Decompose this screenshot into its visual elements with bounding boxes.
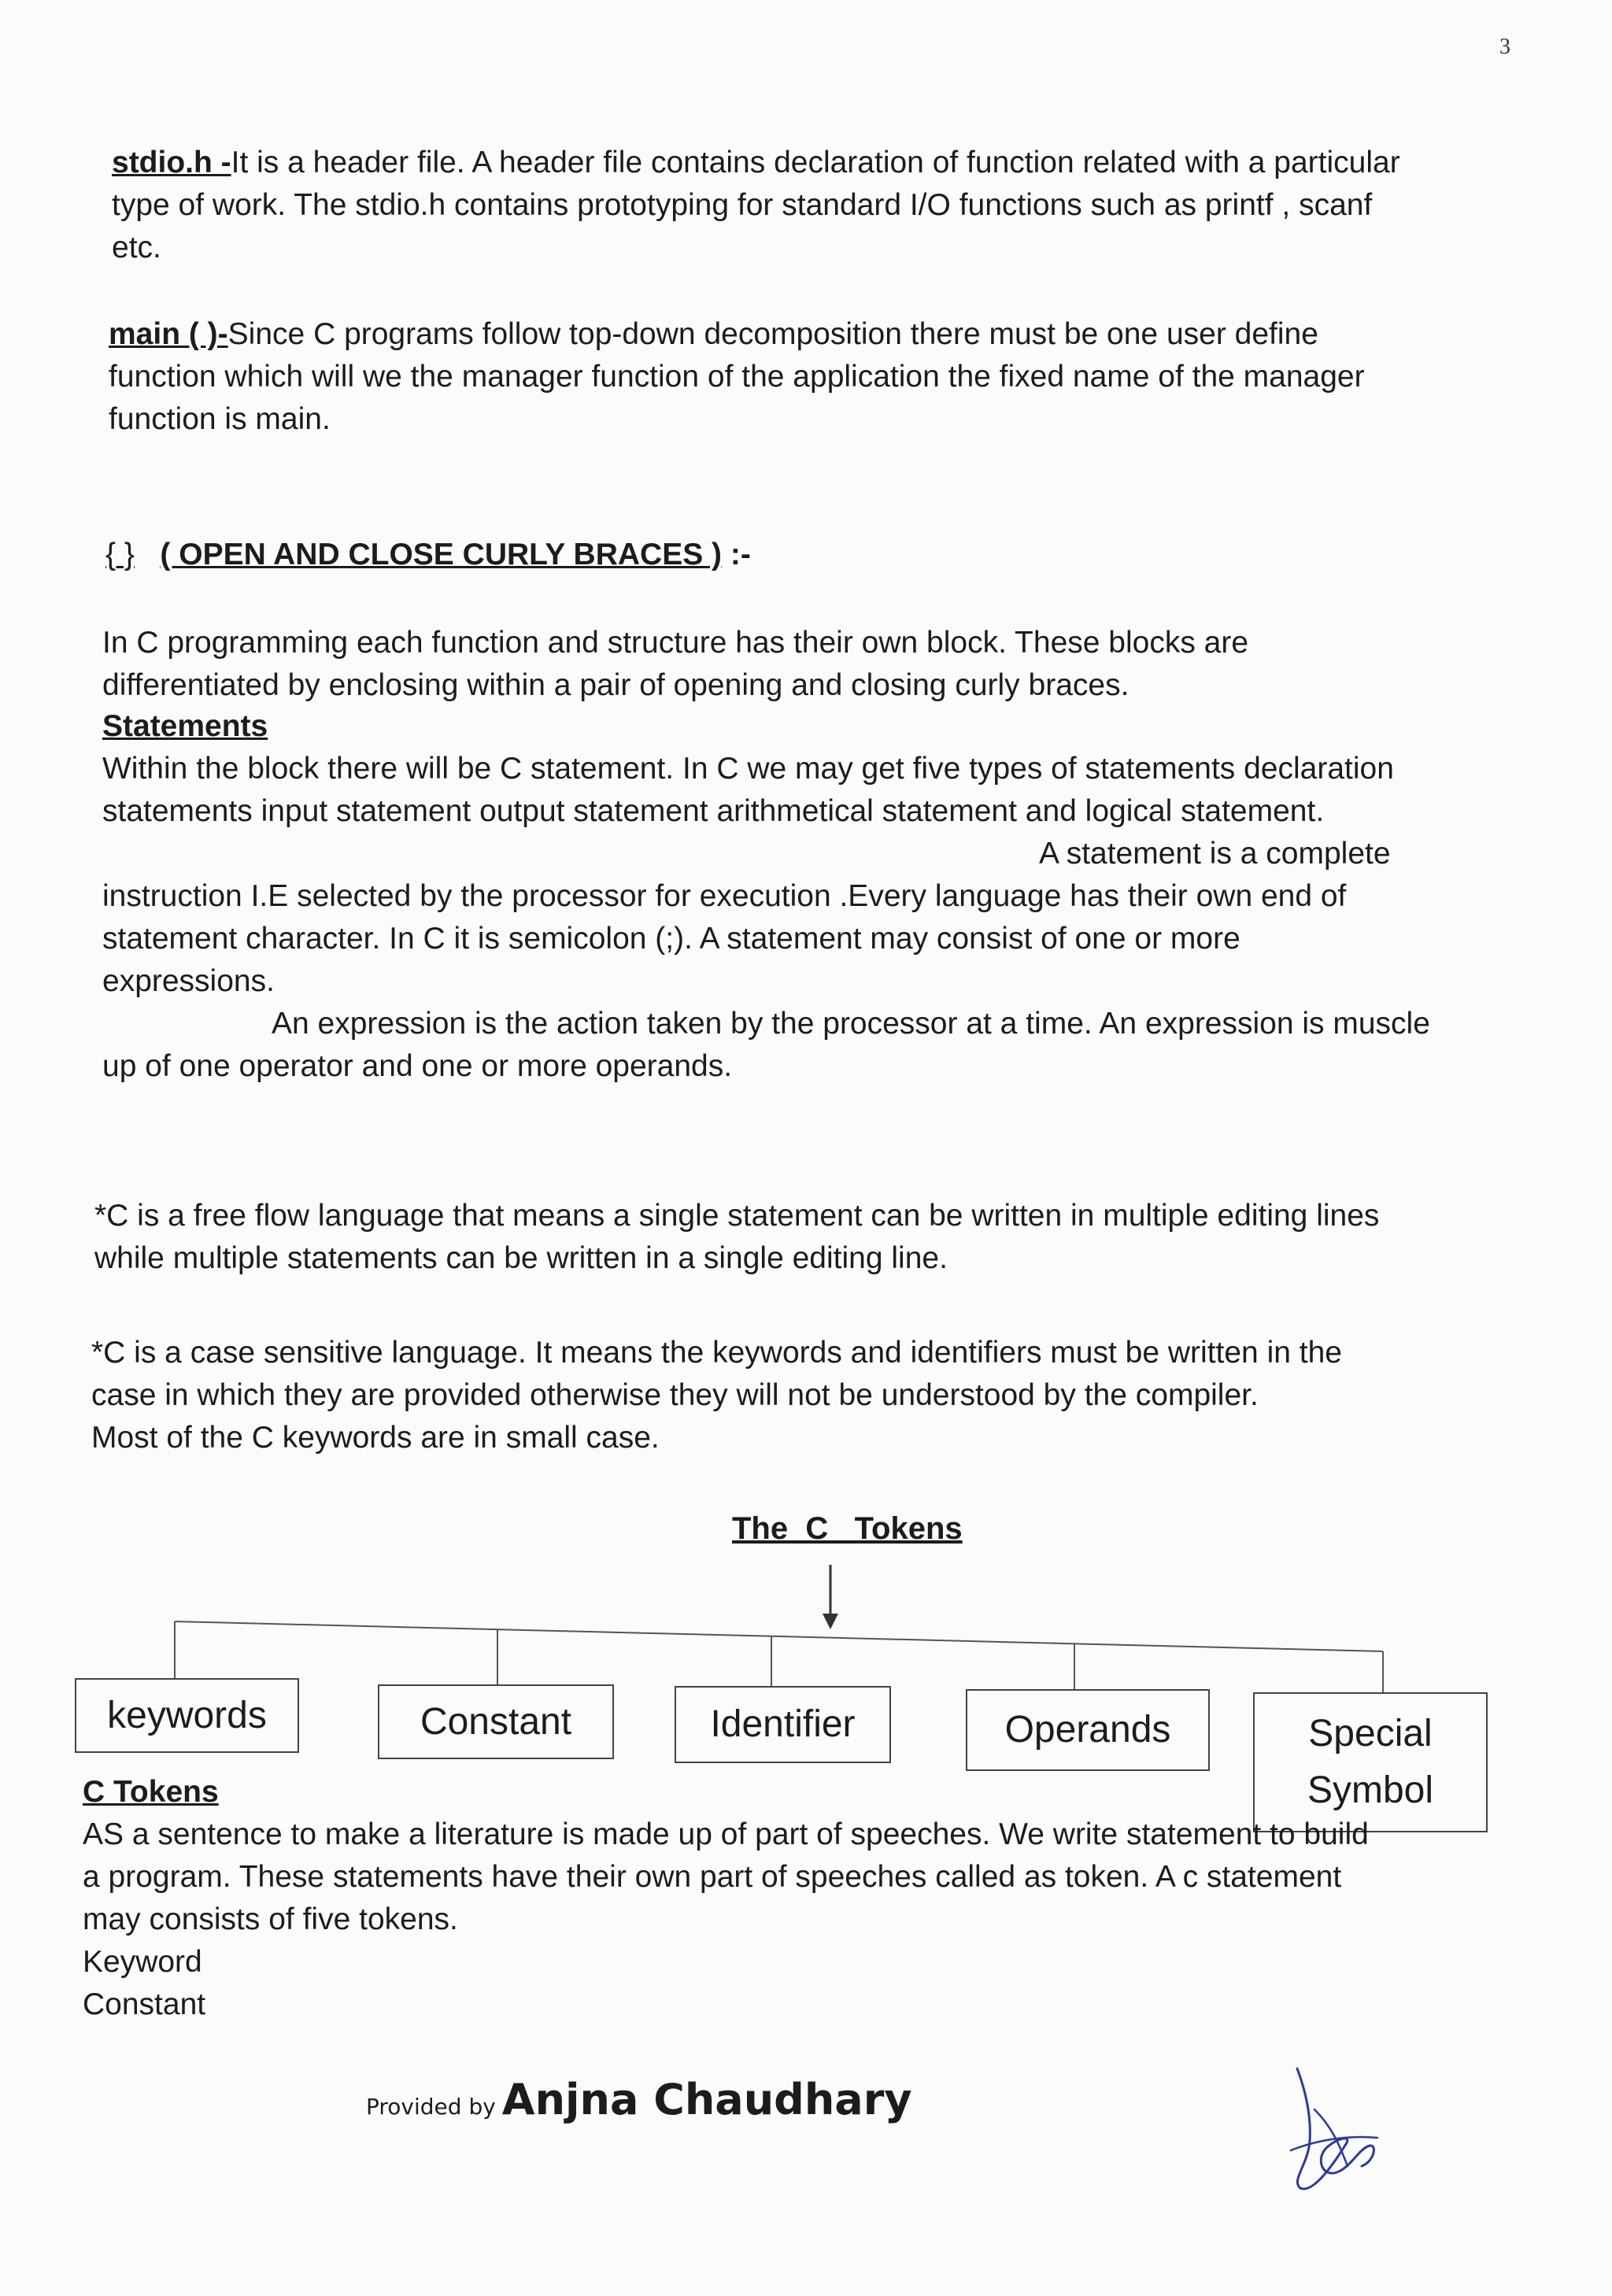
provided-by-footer <box>366 2075 912 2124</box>
braces-heading-suffix: :- <box>722 538 751 571</box>
c-tokens-line-3: may consists of five tokens. <box>83 1902 458 1936</box>
case-sensitive-line-1: *C is a case sensitive language. It means the keywords and identifiers must be written in the <box>91 1336 1342 1370</box>
statements-line-5: statement character. In C it is semicolon (;). A statement may consist of one or more <box>102 922 1240 956</box>
statements-line-3: A statement is a complete <box>1039 837 1391 871</box>
braces-paragraph <box>102 622 1248 707</box>
token-box-keywords <box>75 1678 299 1753</box>
c-tokens-line-5: Constant <box>83 1987 206 2021</box>
c-tokens-section <box>83 1771 1369 2026</box>
token-label-special-symbol: Special Symbol <box>1307 1713 1434 1811</box>
stdio-line-2: type of work. The stdio.h contains prototyping for standard I/O functions such as printf , scanf <box>112 188 1373 222</box>
tokens-diagram-title: The C Tokens <box>732 1511 963 1546</box>
main-line-1: Since C programs follow top-down decomposition there must be one user define <box>227 317 1318 351</box>
braces-symbol: { } <box>105 538 135 571</box>
provided-by-label: Provided by <box>366 2094 496 2120</box>
token-label-operands: Operands <box>1004 1709 1171 1751</box>
statements-line-7: An expression is the action taken by the processor at a time. An expression is muscle <box>272 1007 1430 1041</box>
case-sensitive-paragraph <box>91 1332 1342 1459</box>
free-flow-line-1: *C is a free flow language that means a single statement can be written in multiple editing lines <box>94 1199 1380 1233</box>
free-flow-line-2: while multiple statements can be written in a single editing line. <box>94 1241 948 1275</box>
token-label-keywords: keywords <box>107 1694 267 1736</box>
stdio-line-3: etc. <box>112 231 161 264</box>
token-box-identifier <box>675 1686 891 1763</box>
c-tokens-line-2: a program. These statements have their own part of speeches called as token. A c statement <box>83 1860 1342 1894</box>
page-number: 3 <box>1499 35 1510 59</box>
statements-section <box>102 705 1430 1088</box>
token-label-constant: Constant <box>420 1700 572 1743</box>
braces-line-2: differentiated by enclosing within a pair of opening and closing curly braces. <box>102 668 1130 702</box>
token-label-identifier: Identifier <box>710 1703 856 1745</box>
author-name: Anjna Chaudhary <box>501 2075 912 2124</box>
stdio-line-1: It is a header file. A header file contains declaration of function related with a particular <box>231 146 1400 179</box>
stdio-term: stdio.h - <box>112 146 231 179</box>
stdio-paragraph <box>112 142 1400 269</box>
statements-line-1: Within the block there will be C statement. In C we may get five types of statements declaration <box>102 752 1394 786</box>
c-tokens-heading: C Tokens <box>83 1775 219 1809</box>
main-paragraph <box>109 313 1365 441</box>
handwritten-signature <box>1259 2062 1401 2196</box>
main-line-3: function is main. <box>109 402 331 436</box>
free-flow-paragraph <box>94 1195 1379 1280</box>
braces-heading <box>105 534 751 576</box>
case-sensitive-line-2: case in which they are provided otherwise they will not be understood by the compiler. <box>91 1378 1259 1412</box>
c-tokens-line-1: AS a sentence to make a literature is made up of part of speeches. We write statement to build <box>83 1817 1369 1851</box>
statements-line-6: expressions. <box>102 964 275 998</box>
statements-heading: Statements <box>102 709 268 743</box>
main-line-2: function which will we the manager function of the application the fixed name of the manager <box>109 360 1365 394</box>
statements-line-2: statements input statement output statement arithmetical statement and logical statement. <box>102 794 1325 828</box>
statements-line-4: instruction I.E selected by the processor for execution .Every language has their own end of <box>102 879 1347 913</box>
case-sensitive-line-3: Most of the C keywords are in small case. <box>91 1421 660 1455</box>
statements-line-8: up of one operator and one or more operands. <box>102 1049 733 1083</box>
token-box-operands <box>966 1689 1210 1771</box>
braces-heading-text: ( OPEN AND CLOSE CURLY BRACES ) <box>160 538 723 571</box>
token-box-constant <box>378 1684 614 1759</box>
c-tokens-line-4: Keyword <box>83 1945 202 1979</box>
braces-line-1: In C programming each function and structure has their own block. These blocks are <box>102 626 1249 660</box>
main-term: main ( )- <box>109 317 228 351</box>
